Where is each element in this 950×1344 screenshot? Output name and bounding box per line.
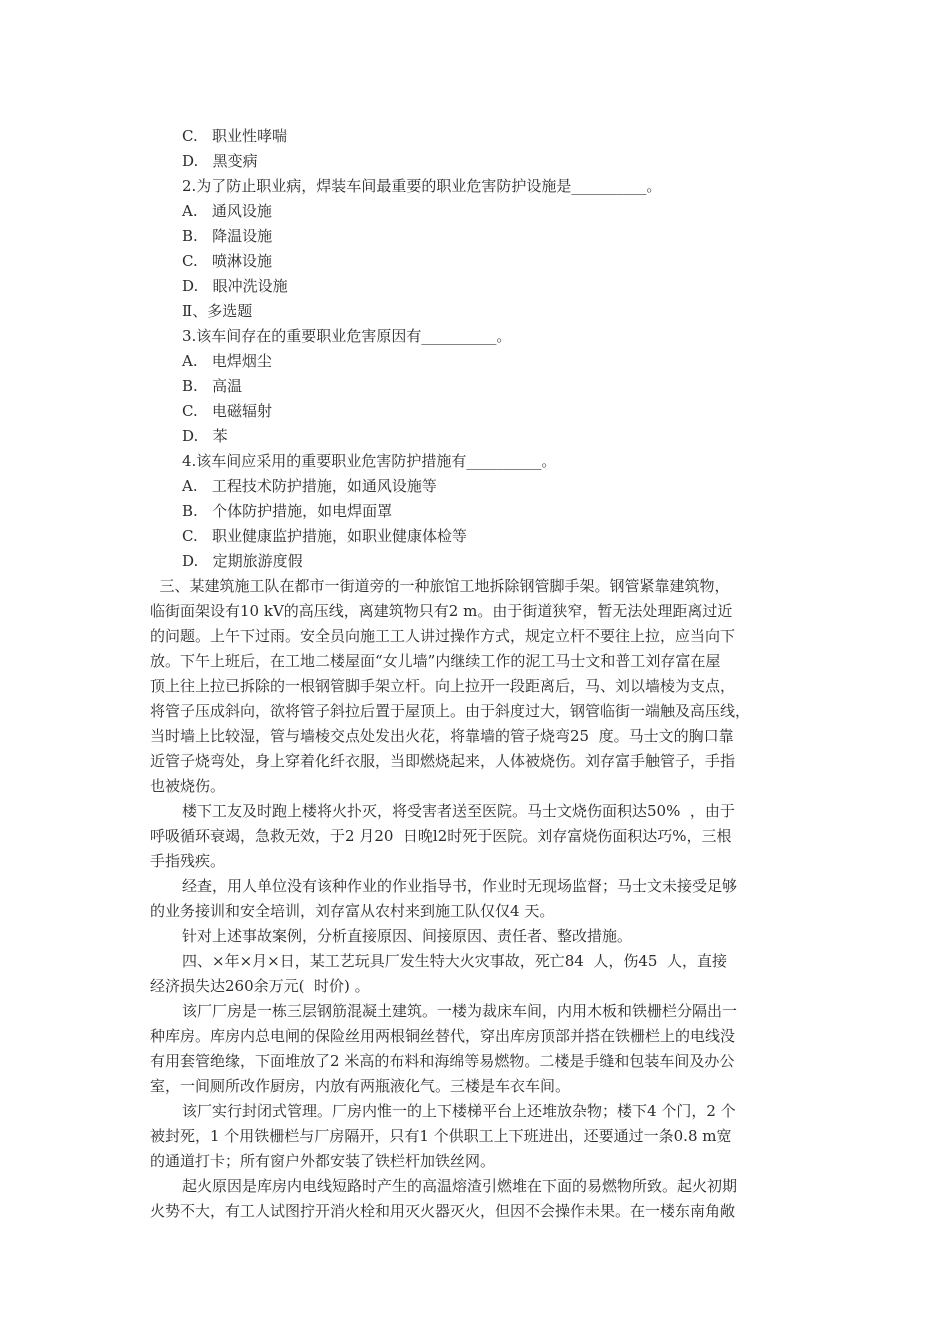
case-4-paragraph-line: 起火原因是库房内电线短路时产生的高温熔渣引燃堆在下面的易燃物所致。起火初期 — [182, 1177, 738, 1195]
option-c: C. 职业健康监护措施，如职业健康体检等 — [182, 527, 468, 545]
option-d: D. 黑变病 — [182, 152, 258, 170]
case-3-paragraph-line: 也被烧伤。 — [150, 777, 226, 795]
case-4-paragraph-line: 该厂实行封闭式管理。厂房内惟一的上下楼梯平台上还堆放杂物；楼下4 个门，2 个 — [182, 1102, 736, 1120]
option-a: A. 通风设施 — [182, 202, 272, 220]
question-3: 3.该车间存在的重要职业危害原因有__________。 — [182, 327, 512, 345]
option-d: D. 苯 — [182, 427, 228, 445]
question-2: 2.为了防止职业病，焊装车间最重要的职业危害防护设施是__________。 — [182, 177, 662, 195]
option-b: B. 个体防护措施，如电焊面罩 — [182, 502, 393, 520]
option-b: B. 高温 — [182, 377, 243, 395]
case-3-paragraph-line: 楼下工友及时跑上楼将火扑灭，将受害者送至医院。马士文烧伤面积达50% ，由于 — [182, 802, 735, 820]
case-3-paragraph-line: 手指残疾。 — [150, 852, 226, 870]
case-3-paragraph-line: 三、某建筑施工队在都市一街道旁的一种旅馆工地拆除钢管脚手架。钢管紧靠建筑物， — [150, 577, 730, 595]
case-4-paragraph-line: 室，一间厕所改作厨房，内放有两瓶液化气。三楼是车衣车间。 — [150, 1077, 571, 1095]
option-a: A. 电焊烟尘 — [182, 352, 272, 370]
option-a: A. 工程技术防护措施，如通风设施等 — [182, 477, 437, 495]
case-4-paragraph-line: 四、×年×月×日，某工艺玩具厂发生特大火灾事故，死亡84 人，伤45 人，直接 — [182, 952, 727, 970]
case-3-paragraph-line: 的问题。上午下过雨。安全员向施工工人讲过操作方式，规定立杆不要往上拉，应当向下 — [150, 627, 736, 645]
case-3-paragraph-line: 放。下午上班后，在工地二楼屋面“女儿墙”内继续工作的泥工马士文和普工刘存富在屋 — [150, 652, 721, 670]
option-d: D. 定期旅游度假 — [182, 552, 303, 570]
option-d: D. 眼冲洗设施 — [182, 277, 288, 295]
case-3-paragraph-line: 近管子烧弯处，身上穿着化纤衣服，当即燃烧起来，人体被烧伤。刘存富手触管子，手指 — [150, 752, 736, 770]
option-c: C. 喷淋设施 — [182, 252, 273, 270]
option-c: C. 电磁辐射 — [182, 402, 273, 420]
case-3-paragraph-line: 经查，用人单位没有该种作业的作业指导书，作业时无现场监督；马士文未接受足够 — [182, 877, 738, 895]
option-b: B. 降温设施 — [182, 227, 273, 245]
case-4-paragraph-line: 火势不大，有工人试图拧开消火栓和用灭火器灭火，但因不会操作未果。在一楼东南角敞 — [150, 1202, 736, 1220]
section-heading: Ⅱ、多选题 — [182, 302, 253, 320]
case-4-paragraph-line: 该厂厂房是一栋三层钢筋混凝土建筑。一楼为裁床车间，内用木板和铁栅栏分隔出一 — [182, 1002, 738, 1020]
case-3-paragraph-line: 呼吸循环衰竭，急救无效，于2 月20 日晚l2时死于医院。刘存富烧伤面积达巧%，三根 — [150, 827, 732, 845]
case-3-paragraph-line: 顶上往上拉已拆除的一根钢管脚手架立杆。向上拉开一段距离后，马、刘以墙棱为支点， — [150, 677, 736, 695]
case-3-paragraph-line: 临街面架设有10 kV的高压线，离建筑物只有2 m。由于街道狭窄，暂无法处理距离过近 — [150, 602, 733, 620]
case-4-paragraph-line: 种库房。库房内总电闸的保险丝用两根铜丝替代，穿出库房顶部并搭在铁栅栏上的电线没 — [150, 1027, 736, 1045]
case-4-paragraph-line: 被封死，1 个用铁栅栏与厂房隔开，只有1 个供职工上下班进出，还要通过一条0.8 m宽 — [150, 1127, 732, 1145]
case-3-paragraph-line: 将管子压成斜向，欲将管子斜拉后置于屋顶上。由于斜度过大，钢管临街一端触及高压线， — [150, 702, 751, 720]
question-4: 4.该车间应采用的重要职业危害防护措施有__________。 — [182, 452, 557, 470]
case-3-paragraph-line: 当时墙上比较湿，管与墙棱交点处发出火花，将靠墙的管子烧弯25 度。马士文的胸口靠 — [150, 727, 734, 745]
case-3-question: 针对上述事故案例，分析直接原因、间接原因、责任者、整改措施。 — [182, 927, 633, 945]
case-3-paragraph-line: 的业务接训和安全培训，刘存富从农村来到施工队仅仅4 天。 — [150, 902, 555, 920]
case-4-paragraph-line: 的通道打卡；所有窗户外都安装了铁栏杆加铁丝网。 — [150, 1152, 496, 1170]
case-4-paragraph-line: 有用套管绝缘，下面堆放了2 米高的布料和海绵等易燃物。二楼是手缝和包装车间及办公 — [150, 1052, 735, 1070]
case-4-paragraph-line: 经济损失达260余万元( 时价) 。 — [150, 977, 370, 995]
option-c: C. 职业性哮喘 — [182, 127, 288, 145]
